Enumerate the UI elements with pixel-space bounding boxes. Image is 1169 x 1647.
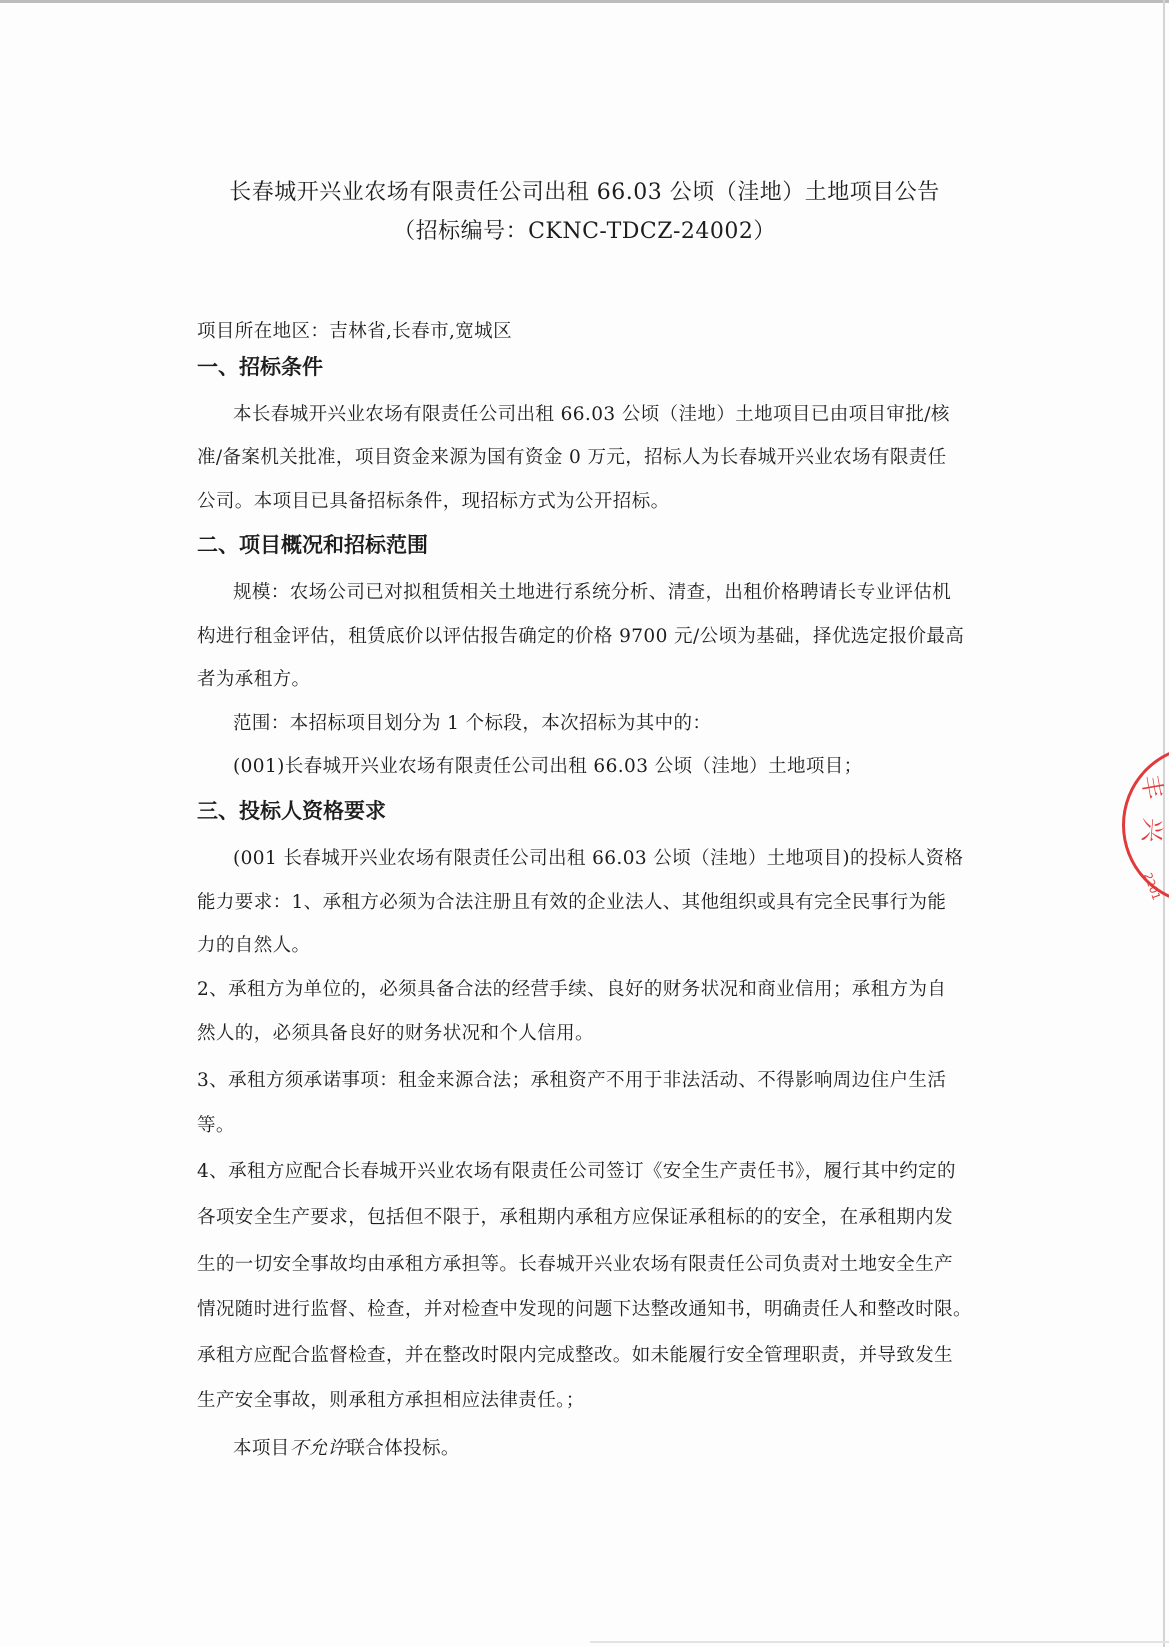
section3-heading: 三、投标人资格要求 xyxy=(197,798,386,823)
section2-heading: 二、项目概况和招标范围 xyxy=(197,532,428,557)
section2-line: 构进行租金评估，租赁底价以评估报告确定的价格 9700 元/公顷为基础，择优选定报价最高 xyxy=(197,626,965,647)
section1-heading: 一、招标条件 xyxy=(197,354,323,379)
section3-line: 能力要求：1、承租方必须为合法注册且有效的企业法人、其他组织或具有完全民事行为能 xyxy=(197,892,947,913)
section3-line: (001 长春城开兴业农场有限责任公司出租 66.03 公顷（洼地）土地项目)的投标人资格 xyxy=(233,848,964,869)
seal-char: 丰 xyxy=(1136,772,1168,802)
section3-line: 各项安全生产要求，包括但不限于，承租期内承租方应保证承租标的的安全，在承租期内发 xyxy=(197,1207,954,1228)
section3-line: 承租方应配合监督检查，并在整改时限内完成整改。如未能履行安全管理职责，并导致发生 xyxy=(197,1345,954,1366)
lot-line: (001)长春城开兴业农场有限责任公司出租 66.03 公顷（洼地）土地项目； xyxy=(233,756,863,777)
section1-line: 准/备案机关批准，项目资金来源为国有资金 0 万元，招标人为长春城开兴业农场有限责任 xyxy=(197,447,947,468)
section3-line: 3、承租方须承诺事项：租金来源合法；承租资产不用于非法活动、不得影响周边住户生活 xyxy=(197,1070,947,1091)
scope-line: 范围：本招标项目划分为 1 个标段，本次招标为其中的： xyxy=(233,713,712,734)
section3-line: 生产安全事故，则承租方承担相应法律责任。； xyxy=(197,1390,585,1411)
consortium-prefix: 本项目 xyxy=(233,1438,290,1459)
section3-line: 力的自然人。 xyxy=(197,935,311,956)
scan-edge-bottom xyxy=(590,1641,1169,1643)
bid-number: （招标编号：CKNC-TDCZ-24002） xyxy=(393,219,776,244)
consortium-line xyxy=(233,1436,1013,1462)
seal-char: 兴 xyxy=(1137,816,1167,844)
project-location: 项目所在地区：吉林省,长春市,宽城区 xyxy=(197,321,512,342)
section1-line: 本长春城开兴业农场有限责任公司出租 66.03 公顷（洼地）土地项目已由项目审批/核 xyxy=(233,404,950,425)
section3-line: 等。 xyxy=(197,1115,235,1136)
section2-line: 规模：农场公司已对拟租赁相关土地进行系统分析、清查，出租价格聘请长专业评估机 xyxy=(233,582,952,603)
consortium-emphasis: 不允许 xyxy=(289,1438,347,1459)
seal-number: 2201 xyxy=(1141,871,1163,902)
document-title: 长春城开兴业农场有限责任公司出租 66.03 公顷（洼地）土地项目公告 xyxy=(229,180,940,205)
section1-line: 公司。本项目已具备招标条件，现招标方式为公开招标。 xyxy=(197,491,670,512)
consortium-suffix: 联合体投标。 xyxy=(346,1438,460,1459)
scan-edge-top xyxy=(0,0,1169,3)
section3-line: 情况随时进行监督、检查，并对检查中发现的问题下达整改通知书，明确责任人和整改时限。 xyxy=(197,1299,972,1320)
section2-line: 者为承租方。 xyxy=(197,669,311,690)
section3-line: 2、承租方为单位的，必须具备合法的经营手续、良好的财务状况和商业信用；承租方为自 xyxy=(197,979,947,1000)
section3-line: 生的一切安全事故均由承租方承担等。长春城开兴业农场有限责任公司负责对土地安全生产 xyxy=(197,1254,954,1275)
section3-line: 4、承租方应配合长春城开兴业农场有限责任公司签订《安全生产责任书》，履行其中约定的 xyxy=(197,1161,956,1182)
section3-line: 然人的，必须具备良好的财务状况和个人信用。 xyxy=(197,1023,594,1044)
